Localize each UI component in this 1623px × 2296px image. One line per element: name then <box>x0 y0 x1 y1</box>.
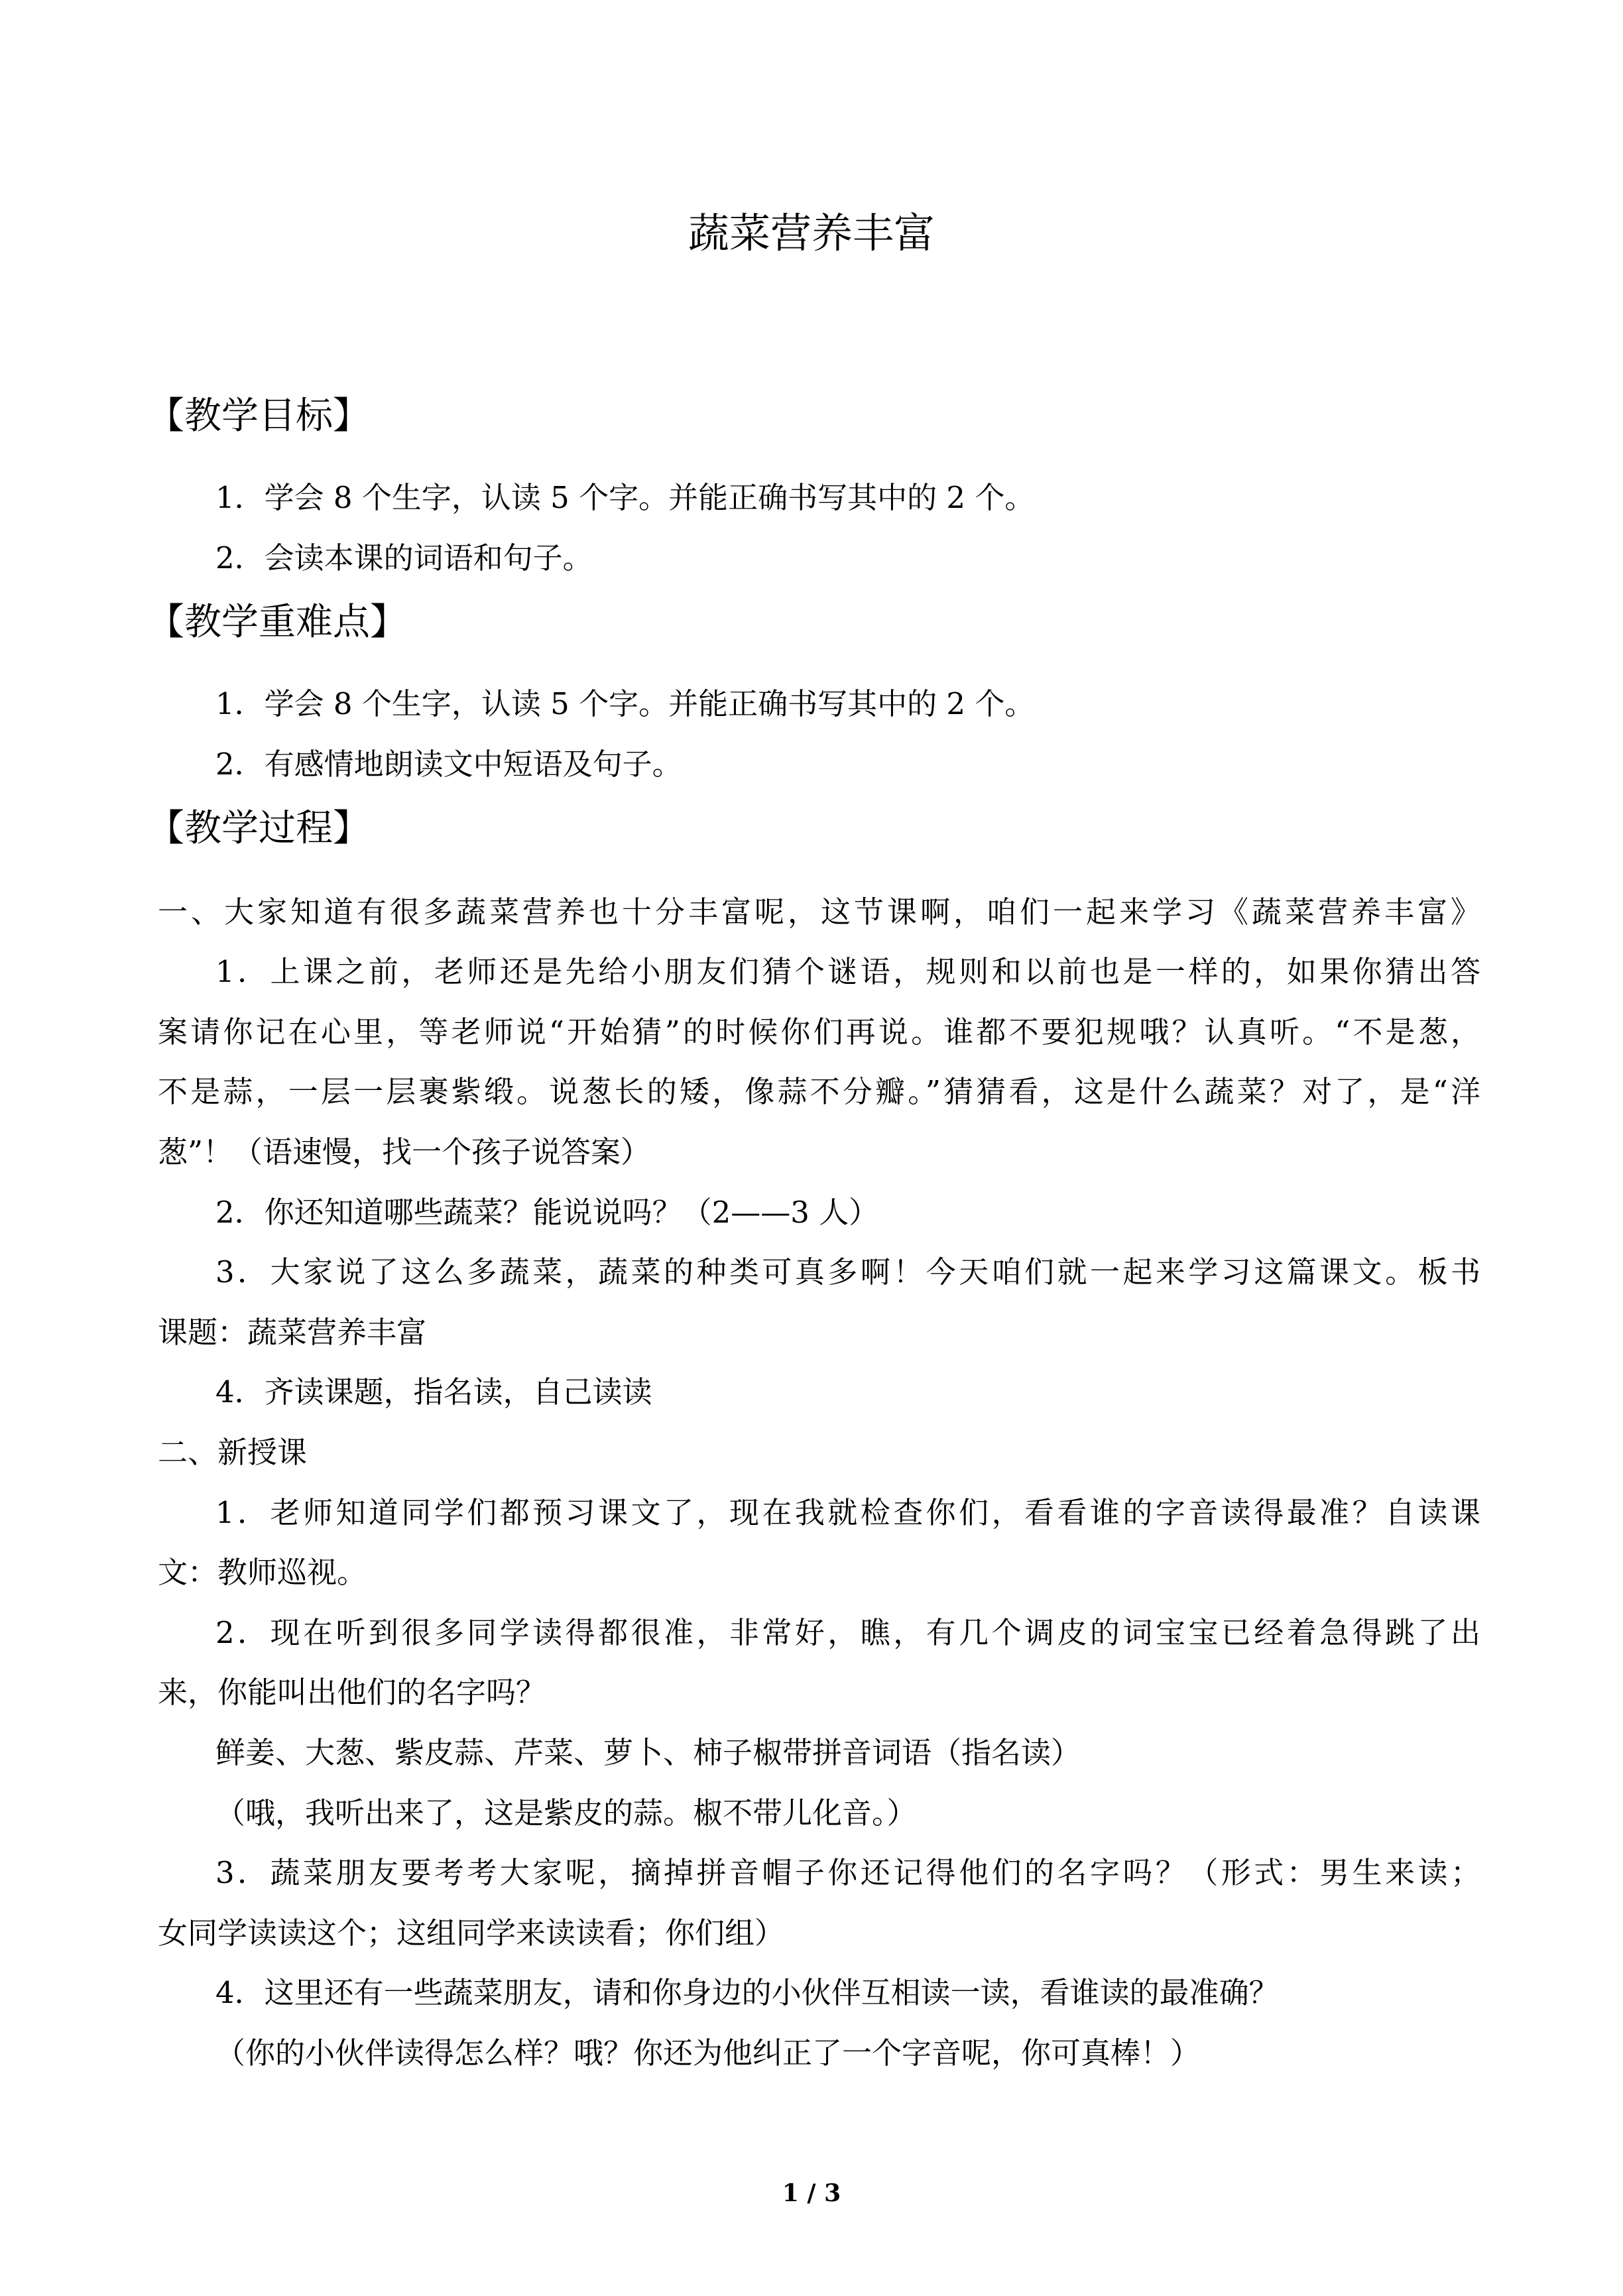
process-line: 课题：蔬菜营养丰富 <box>158 1315 427 1350</box>
process-line: 3．蔬菜朋友要考考大家呢，摘掉拼音帽子你还记得他们的名字吗？（形式：男生来读； <box>215 1855 1480 1890</box>
process-line: 2．现在听到很多同学读得都很准，非常好，瞧，有几个调皮的词宝宝已经着急得跳了出 <box>215 1615 1480 1650</box>
process-line: 4．这里还有一些蔬菜朋友，请和你身边的小伙伴互相读一读，看谁读的最准确？ <box>215 1975 1279 2010</box>
section-heading-keypoints: 【教学重难点】 <box>147 601 407 644</box>
process-line: （你的小伙伴读得怎么样？哦？你还为他纠正了一个字音呢，你可真棒！） <box>215 2035 1201 2071</box>
process-line: 鲜姜、大葱、紫皮蒜、芹菜、萝卜、柿子椒带拼音词语（指名读） <box>215 1735 1081 1770</box>
document-title: 蔬菜营养丰富 <box>688 209 935 257</box>
section-heading-goals: 【教学目标】 <box>147 394 370 438</box>
process-line: （哦，我听出来了，这是紫皮的蒜。椒不带儿化音。） <box>215 1795 917 1831</box>
process-line: 文：教师巡视。 <box>158 1555 367 1590</box>
process-line: 一、大家知道有很多蔬菜营养也十分丰富呢，这节课啊，咱们一起来学习《蔬菜营养丰富》 <box>158 894 1480 930</box>
process-line: 2．你还知道哪些蔬菜？能说说吗？（2——3 人） <box>215 1195 879 1230</box>
section-heading-process: 【教学过程】 <box>147 807 370 850</box>
process-line: 案请你记在心里，等老师说“开始猜”的时候你们再说。谁都不要犯规哦？认真听。“不是葱， <box>158 1014 1480 1050</box>
process-line: 不是蒜，一层一层裹紫缎。说葱长的矮，像蒜不分瓣。”猜猜看，这是什么蔬菜？对了，是“洋 <box>158 1074 1480 1109</box>
process-line: 1．上课之前，老师还是先给小朋友们猜个谜语，规则和以前也是一样的，如果你猜出答 <box>215 954 1480 989</box>
process-line: 二、新授课 <box>158 1435 308 1470</box>
keypoint-item: 1．学会 8 个生字，认读 5 个字。并能正确书写其中的 2 个。 <box>215 686 1035 721</box>
keypoint-item: 2．有感情地朗读文中短语及句子。 <box>215 747 682 782</box>
page-number: 1 / 3 <box>782 2179 841 2207</box>
process-line: 葱”！（语速慢，找一个孩子说答案） <box>158 1134 651 1170</box>
process-line: 4．齐读课题，指名读，自己读读 <box>215 1374 652 1410</box>
goal-item: 2．会读本课的词语和句子。 <box>215 540 593 575</box>
goal-item: 1．学会 8 个生字，认读 5 个字。并能正确书写其中的 2 个。 <box>215 480 1035 515</box>
process-line: 来，你能叫出他们的名字吗？ <box>158 1675 546 1710</box>
process-line: 女同学读读这个；这组同学来读读看；你们组） <box>158 1915 785 1951</box>
process-line: 3．大家说了这么多蔬菜，蔬菜的种类可真多啊！今天咱们就一起来学习这篇课文。板书 <box>215 1254 1480 1290</box>
process-line: 1．老师知道同学们都预习课文了，现在我就检查你们，看看谁的字音读得最准？自读课 <box>215 1495 1480 1530</box>
